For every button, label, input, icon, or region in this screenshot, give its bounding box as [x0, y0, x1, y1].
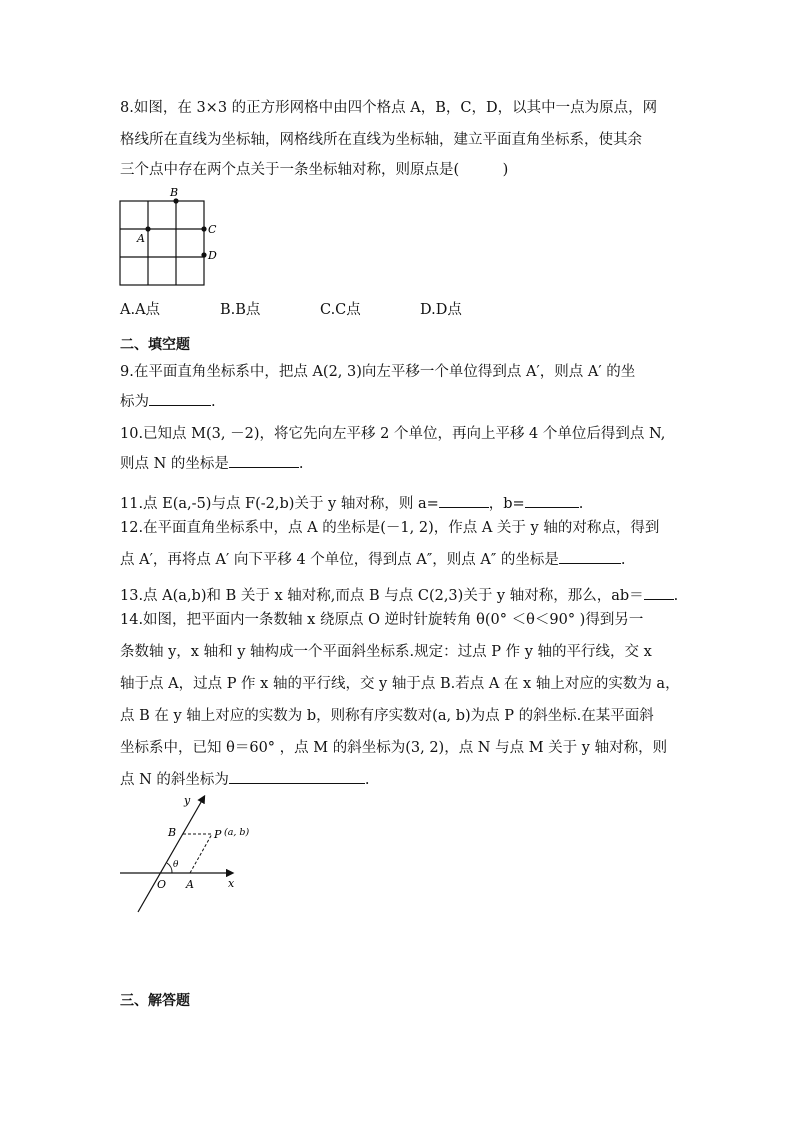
- q8-line-3: 三个点中存在两个点关于一条坐标轴对称，则原点是( ): [120, 162, 509, 178]
- q14-period: .: [364, 772, 370, 788]
- ap-dashed-line: [190, 834, 212, 873]
- q13-answer-blank[interactable]: [644, 585, 674, 600]
- q11-blank-b[interactable]: [525, 493, 579, 508]
- q10-line-1: 10.已知点 M(3, －2)，将它先向左平移 2 个单位，再向上平移 4 个单位后得到点 N,: [120, 426, 666, 442]
- q12-line-1: 12.在平面直角坐标系中，点 A 的坐标是(－1, 2)，作点 A 关于 y 轴的对称点，得到: [120, 520, 660, 536]
- q14-answer-blank[interactable]: [229, 769, 365, 784]
- option-a[interactable]: A.A点: [120, 302, 161, 318]
- option-c[interactable]: C.C点: [320, 302, 361, 318]
- option-d[interactable]: D.D点: [420, 302, 462, 318]
- q13-line: [120, 584, 678, 605]
- q11-period: .: [578, 496, 584, 512]
- q8-grid-figure: [112, 186, 222, 290]
- label-a: A: [186, 878, 194, 891]
- section-solution-heading: 三、解答题: [120, 993, 190, 1009]
- q9-line-2: [120, 390, 216, 411]
- q10-text: 则点 N 的坐标是: [120, 456, 229, 472]
- q11-line: [120, 492, 583, 513]
- q9-answer-blank[interactable]: [149, 391, 211, 406]
- q14-text: 点 N 的斜坐标为: [120, 772, 229, 788]
- q10-answer-blank[interactable]: [229, 453, 299, 468]
- label-b: B: [170, 186, 179, 199]
- q11-blank-a[interactable]: [439, 493, 489, 508]
- label-a: A: [137, 232, 145, 245]
- q9-period: .: [211, 394, 216, 410]
- label-y: y: [184, 794, 191, 807]
- q14-line-2: 条数轴 y，x 轴和 y 轴构成一个平面斜坐标系.规定：过点 P 作 y 轴的平行线，交 x: [120, 644, 652, 660]
- q12-text: 点 A′，再将点 A′ 向下平移 4 个单位，得到点 A″，则点 A″ 的坐标是: [120, 552, 559, 568]
- theta-arc: [167, 863, 172, 873]
- q9-line-1: 9.在平面直角坐标系中，把点 A(2, 3)向左平移一个单位得到点 A′，则点 A′ 的坐: [120, 364, 636, 380]
- grid-point-b: [173, 198, 178, 203]
- q11-text-2: ，b=: [488, 496, 525, 512]
- q8-line-2: 格线所在直线为坐标轴，网格线所在直线为坐标轴，建立平面直角坐标系，使其余: [120, 132, 642, 148]
- q13-period: .: [673, 588, 679, 604]
- q14-oblique-axes-figure: [112, 790, 272, 915]
- label-c: C: [208, 223, 217, 236]
- label-b: B: [168, 826, 177, 839]
- q8-line-1: 8.如图，在 3×3 的正方形网格中由四个格点 A，B，C，D，以其中一点为原点，网: [120, 100, 658, 116]
- label-x: x: [228, 877, 235, 890]
- grid-point-d: [201, 252, 206, 257]
- q11-text-1: 11.点 E(a,-5)与点 F(-2,b)关于 y 轴对称，则 a=: [120, 496, 439, 512]
- q14-line-5: 坐标系中，已知 θ＝60° ，点 M 的斜坐标为(3, 2)，点 N 与点 M 关于 y 轴对称，则: [120, 740, 668, 756]
- label-p: P: [214, 828, 222, 841]
- q14-line-3: 轴于点 A，过点 P 作 x 轴的平行线，交 y 轴于点 B.若点 A 在 x 轴上对应的实数为 a，: [120, 676, 680, 692]
- label-o: O: [157, 878, 167, 891]
- q14-line-6: [120, 768, 370, 789]
- q14-line-4: 点 B 在 y 轴上对应的实数为 b，则称有序实数对(a, b)为点 P 的斜坐标.在某平面斜: [120, 708, 654, 724]
- label-d: D: [208, 249, 217, 262]
- q10-period: .: [298, 456, 304, 472]
- q8-options: [120, 298, 520, 318]
- grid-point-a: [145, 226, 150, 231]
- q12-line-2: [120, 548, 626, 569]
- label-p-coords: (a, b): [224, 827, 250, 838]
- option-b[interactable]: B.B点: [220, 302, 261, 318]
- y-axis: [138, 797, 204, 912]
- q12-period: .: [620, 552, 626, 568]
- q9-text: 标为: [120, 394, 149, 410]
- section-fill-in-heading: 二、填空题: [120, 337, 190, 353]
- q10-line-2: [120, 452, 304, 473]
- q13-text: 13.点 A(a,b)和 B 关于 x 轴对称,而点 B 与点 C(2,3)关于 y 轴对称，那么，ab＝: [120, 588, 644, 604]
- q14-line-1: 14.如图，把平面内一条数轴 x 绕原点 O 逆时针旋转角 θ(0° ＜θ＜90° )得到另一: [120, 612, 644, 628]
- label-theta: θ: [173, 860, 179, 870]
- grid-point-c: [201, 226, 206, 231]
- q12-answer-blank[interactable]: [559, 549, 621, 564]
